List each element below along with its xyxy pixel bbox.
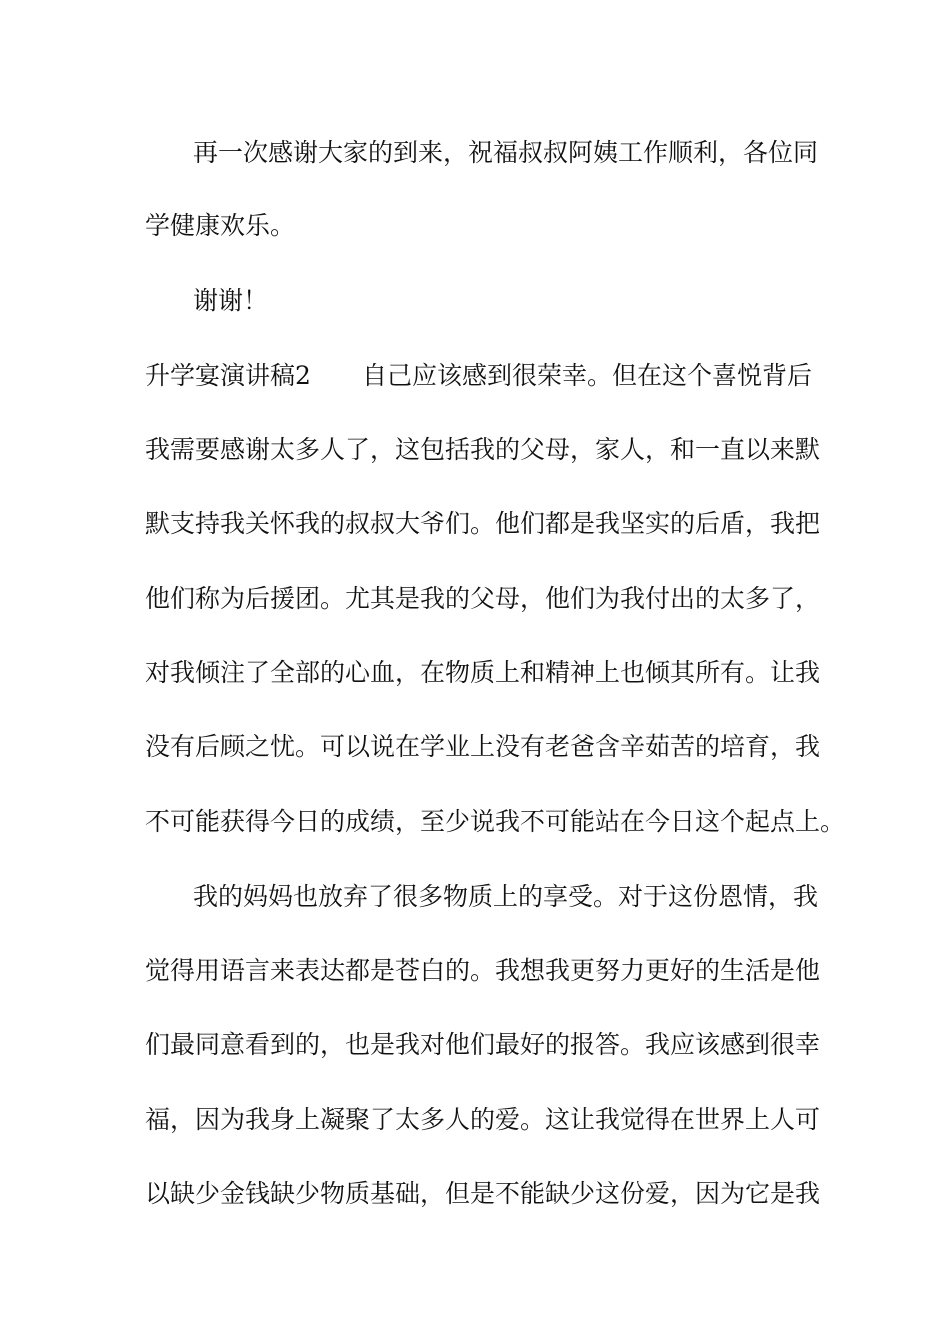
paragraph-line: 我需要感谢太多人了，这包括我的父母，家人，和一直以来默 [145,435,821,464]
section-heading: 升学宴演讲稿2 [145,361,311,390]
paragraph-line: 学健康欢乐。 [145,211,296,240]
paragraph-line: 默支持我关怀我的叔叔大爷们。他们都是我坚实的后盾，我把 [145,509,821,538]
paragraph-line: 对我倾注了全部的心血，在物质上和精神上也倾其所有。让我 [145,658,821,687]
paragraph-line: 自己应该感到很荣幸。但在这个喜悦背后 [362,361,813,390]
paragraph-line: 谢谢！ [193,286,269,315]
paragraph-line: 我的妈妈也放弃了很多物质上的享受。对于这份恩情，我 [193,882,819,911]
paragraph-line: 福，因为我身上凝聚了太多人的爱。这让我觉得在世界上人可 [145,1105,821,1134]
paragraph-line: 再一次感谢大家的到来，祝福叔叔阿姨工作顺利，各位同 [193,138,819,167]
paragraph-line: 他们称为后援团。尤其是我的父母，他们为我付出的太多了， [145,584,821,613]
paragraph-line: 们最同意看到的，也是我对他们最好的报答。我应该感到很幸 [145,1030,821,1059]
paragraph-line: 没有后顾之忧。可以说在学业上没有老爸含辛茹苦的培育，我 [145,732,821,761]
paragraph-line: 以缺少金钱缺少物质基础，但是不能缺少这份爱，因为它是我 [145,1179,821,1208]
paragraph-line: 觉得用语言来表达都是苍白的。我想我更努力更好的生活是他 [145,956,821,985]
paragraph-line: 不可能获得今日的成绩，至少说我不可能站在今日这个起点上。 [145,807,846,836]
